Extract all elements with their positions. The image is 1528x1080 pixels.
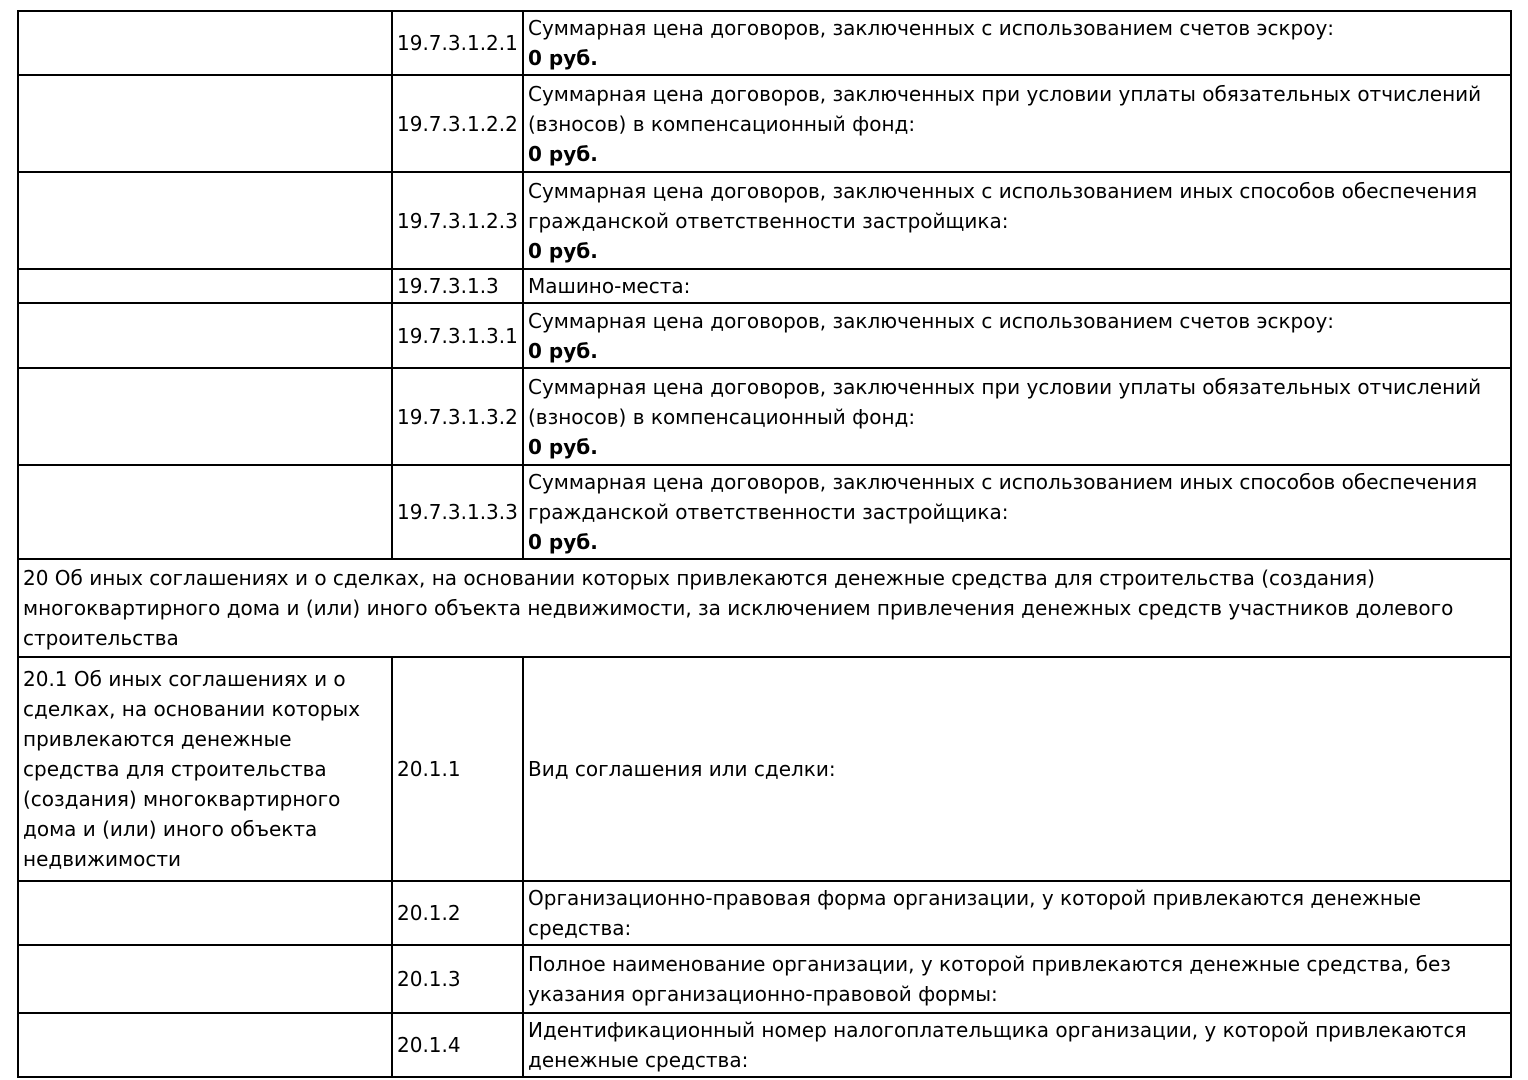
row-code: 20.1.1 bbox=[392, 657, 523, 881]
table-row bbox=[18, 75, 1511, 172]
table-row bbox=[18, 1013, 1511, 1077]
row-value: 0 руб. bbox=[528, 434, 598, 459]
row-code: 20.1.4 bbox=[392, 1013, 523, 1077]
row-content bbox=[523, 368, 1511, 465]
row-content bbox=[523, 303, 1511, 368]
row-content bbox=[523, 945, 1511, 1013]
row-label: Суммарная цена договоров, заключенных с использованием счетов эскроу: bbox=[528, 16, 1335, 40]
row-label: Машино-места: bbox=[528, 274, 691, 298]
table-row bbox=[18, 303, 1511, 368]
empty-cell bbox=[18, 368, 392, 465]
group-label: 20.1 Об иных соглашениях и о сделках, на основании которых привлекаются денежные средства для строительства (создания) многоквартирного дома и (или) иного объекта недвижимости bbox=[23, 667, 361, 871]
row-label: Полное наименование организации, у которой привлекаются денежные средства, без указания организационно-правовой формы: bbox=[528, 952, 1451, 1006]
declaration-table bbox=[17, 10, 1512, 1078]
empty-cell bbox=[18, 172, 392, 269]
row-label: Суммарная цена договоров, заключенных с использованием иных способов обеспечения гражданской ответственности застройщика: bbox=[528, 178, 1478, 233]
section-heading: 20 Об иных соглашениях и о сделках, на основании которых привлекаются денежные средства для строительства (создания) многоквартирного дома и (или) иного объекта недвижимости, за исключением привлечения денежных средств участников долевого строительства bbox=[18, 559, 1511, 657]
row-content bbox=[523, 269, 1511, 303]
empty-cell bbox=[18, 945, 392, 1013]
empty-cell bbox=[18, 269, 392, 303]
row-label: Идентификационный номер налогоплательщика организации, у которой привлекаются денежные средства: bbox=[528, 1018, 1467, 1072]
row-value: 0 руб. bbox=[528, 530, 598, 554]
row-code: 19.7.3.1.3 bbox=[392, 269, 523, 303]
row-value: 0 руб. bbox=[528, 238, 598, 263]
empty-cell bbox=[18, 465, 392, 559]
group-label-cell bbox=[18, 657, 392, 881]
empty-cell bbox=[18, 11, 392, 75]
table-row bbox=[18, 269, 1511, 303]
table-row bbox=[18, 465, 1511, 559]
table-row bbox=[18, 657, 1511, 881]
row-content bbox=[523, 11, 1511, 75]
row-content bbox=[523, 657, 1511, 881]
row-label: Вид соглашения или сделки: bbox=[528, 757, 836, 781]
row-value: 0 руб. bbox=[528, 141, 598, 166]
row-code: 19.7.3.1.3.3 bbox=[392, 465, 523, 559]
row-label: Организационно-правовая форма организации, у которой привлекаются денежные средства: bbox=[528, 886, 1422, 940]
row-value: 0 руб. bbox=[528, 338, 598, 363]
row-label: Суммарная цена договоров, заключенных при условии уплаты обязательных отчислений (взносов) в компенсационный фонд: bbox=[528, 374, 1482, 429]
row-label: Суммарная цена договоров, заключенных с использованием счетов эскроу: bbox=[528, 308, 1335, 333]
row-content bbox=[523, 465, 1511, 559]
table-row bbox=[18, 172, 1511, 269]
table-row bbox=[18, 945, 1511, 1013]
row-code: 19.7.3.1.2.1 bbox=[392, 11, 523, 75]
row-code: 19.7.3.1.3.1 bbox=[392, 303, 523, 368]
row-label: Суммарная цена договоров, заключенных при условии уплаты обязательных отчислений (взносов) в компенсационный фонд: bbox=[528, 81, 1482, 136]
row-code: 19.7.3.1.2.2 bbox=[392, 75, 523, 172]
row-content bbox=[523, 172, 1511, 269]
row-code: 19.7.3.1.2.3 bbox=[392, 172, 523, 269]
empty-cell bbox=[18, 75, 392, 172]
empty-cell bbox=[18, 1013, 392, 1077]
row-content bbox=[523, 75, 1511, 172]
row-code: 19.7.3.1.3.2 bbox=[392, 368, 523, 465]
section-header-row bbox=[18, 559, 1511, 657]
row-code: 20.1.3 bbox=[392, 945, 523, 1013]
row-value: 0 руб. bbox=[528, 46, 598, 70]
row-label: Суммарная цена договоров, заключенных с использованием иных способов обеспечения гражданской ответственности застройщика: bbox=[528, 470, 1478, 524]
empty-cell bbox=[18, 881, 392, 945]
row-content bbox=[523, 1013, 1511, 1077]
table-row bbox=[18, 881, 1511, 945]
table-row bbox=[18, 368, 1511, 465]
table-row bbox=[18, 11, 1511, 75]
empty-cell bbox=[18, 303, 392, 368]
row-content bbox=[523, 881, 1511, 945]
row-code: 20.1.2 bbox=[392, 881, 523, 945]
